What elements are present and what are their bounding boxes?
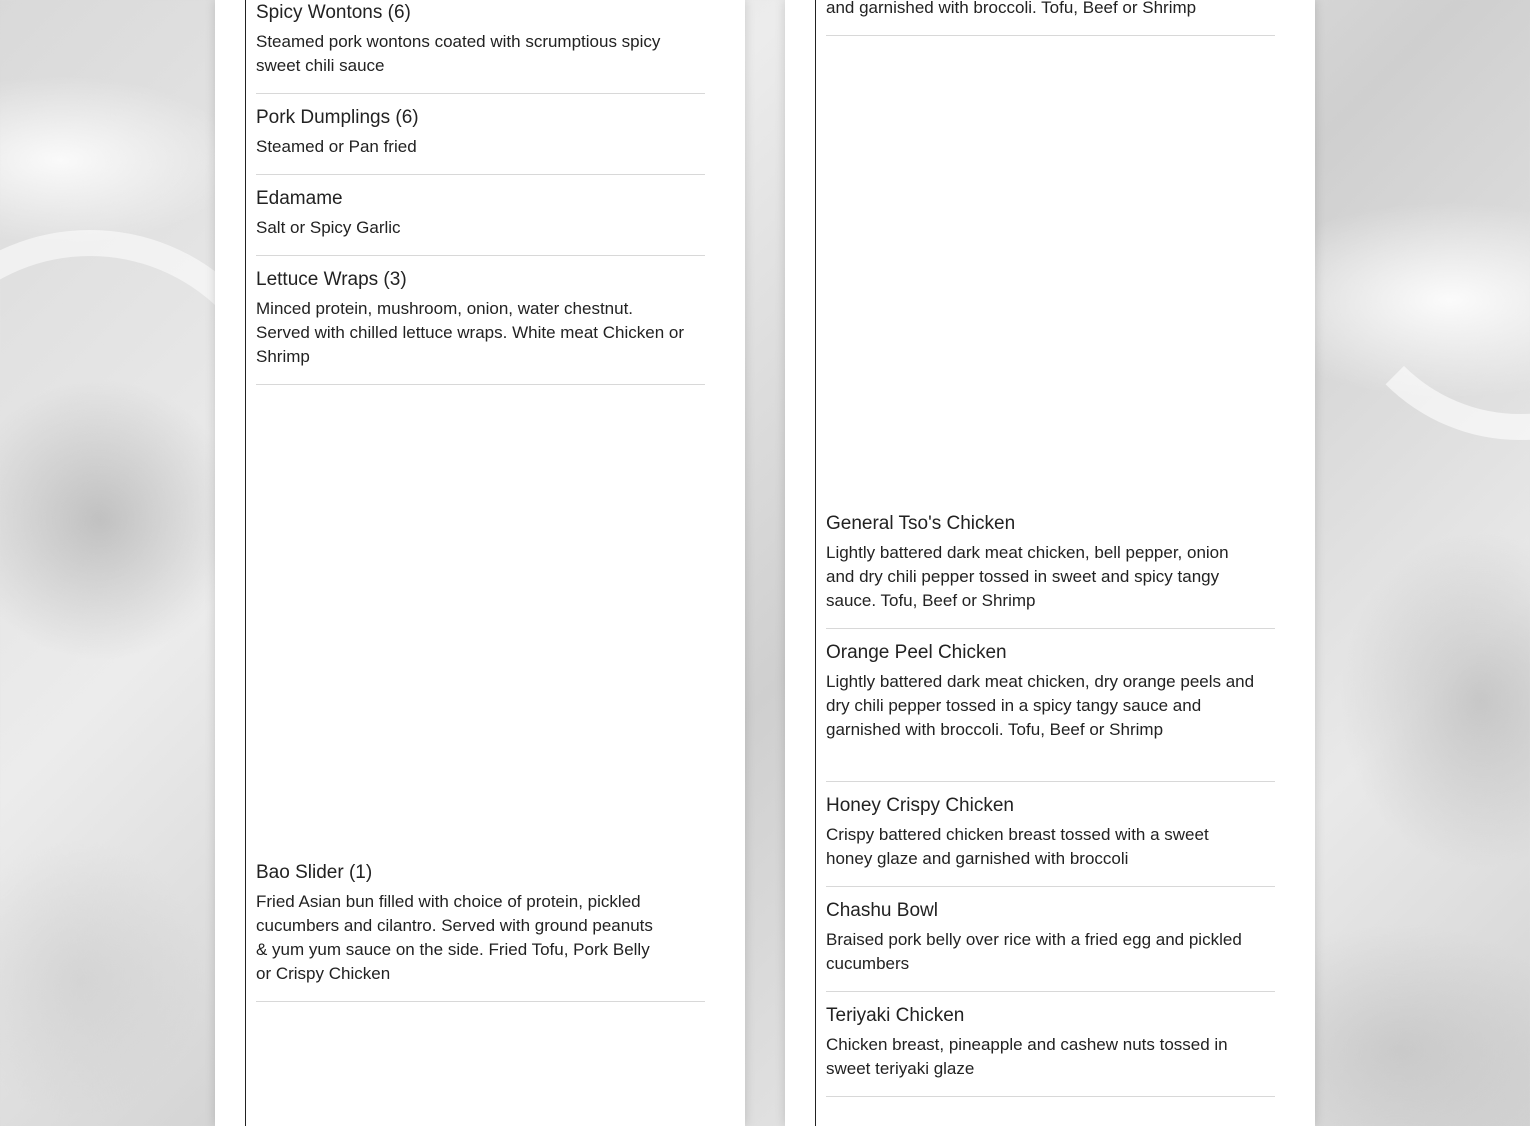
menu-item-description: Chicken breast, pineapple and cashew nuts tossed in sweet teriyaki glaze <box>826 1035 1228 1078</box>
menu-item <box>826 1004 1275 1097</box>
menu-item <box>256 0 705 94</box>
menu-item-name: Honey Crispy Chicken <box>826 795 1014 816</box>
menu-item-description: Minced protein, mushroom, onion, water chestnut. Served with chilled lettuce wraps. White meat Chicken or Shrimp <box>256 299 685 366</box>
menu-item-name: Chashu Bowl <box>826 900 938 921</box>
menu-item <box>256 106 705 175</box>
menu-item-name: Lettuce Wraps (3) <box>256 269 407 290</box>
menu-item-name: Orange Peel Chicken <box>826 642 1007 663</box>
menu-item <box>826 641 1275 782</box>
menu-item-name: General Tso's Chicken <box>826 513 1016 534</box>
menu-item <box>256 861 705 1002</box>
menu-item <box>826 512 1275 629</box>
menu-column-right <box>785 0 1315 1126</box>
menu-item <box>256 187 705 256</box>
column-divider <box>815 0 816 1126</box>
menu-item-description: and garnished with broccoli. Tofu, Beef or Shrimp <box>826 0 1197 17</box>
menu-item-name: Edamame <box>256 188 343 209</box>
menu-item <box>826 899 1275 992</box>
column-divider <box>245 0 246 1126</box>
menu-item-name: Pork Dumplings (6) <box>256 107 419 128</box>
menu-item-description: Lightly battered dark meat chicken, dry orange peels and dry chili pepper tossed in a spicy tangy sauce and garnished with broccoli. Tofu, Beef or Shrimp <box>826 672 1255 739</box>
menu-item-continued <box>826 0 1275 36</box>
menu-item-description: Crispy battered chicken breast tossed with a sweet honey glaze and garnished with broccoli <box>826 825 1209 868</box>
menu-item-name: Teriyaki Chicken <box>826 1005 965 1026</box>
menu-item-name: Spicy Wontons (6) <box>256 2 411 23</box>
menu-item-description: Braised pork belly over rice with a fried egg and pickled cucumbers <box>826 930 1242 973</box>
menu-item <box>826 794 1275 887</box>
menu-item-name: Bao Slider (1) <box>256 862 373 883</box>
menu-item-description: Fried Asian bun filled with choice of protein, pickled cucumbers and cilantro. Served with ground peanuts & yum yum sauce on the side. Fried Tofu, Pork Belly or Crispy Chicken <box>256 892 653 983</box>
menu-column-left <box>215 0 745 1126</box>
menu-item <box>256 268 705 385</box>
menu-item-description: Salt or Spicy Garlic <box>256 218 401 237</box>
menu-item-description: Steamed pork wontons coated with scrumptious spicy sweet chili sauce <box>256 32 661 75</box>
background-arc <box>1330 60 1530 440</box>
menu-item-description: Steamed or Pan fried <box>256 137 417 156</box>
menu-item-description: Lightly battered dark meat chicken, bell pepper, onion and dry chili pepper tossed in sweet and spicy tangy sauce. Tofu, Beef or Shrimp <box>826 543 1229 610</box>
